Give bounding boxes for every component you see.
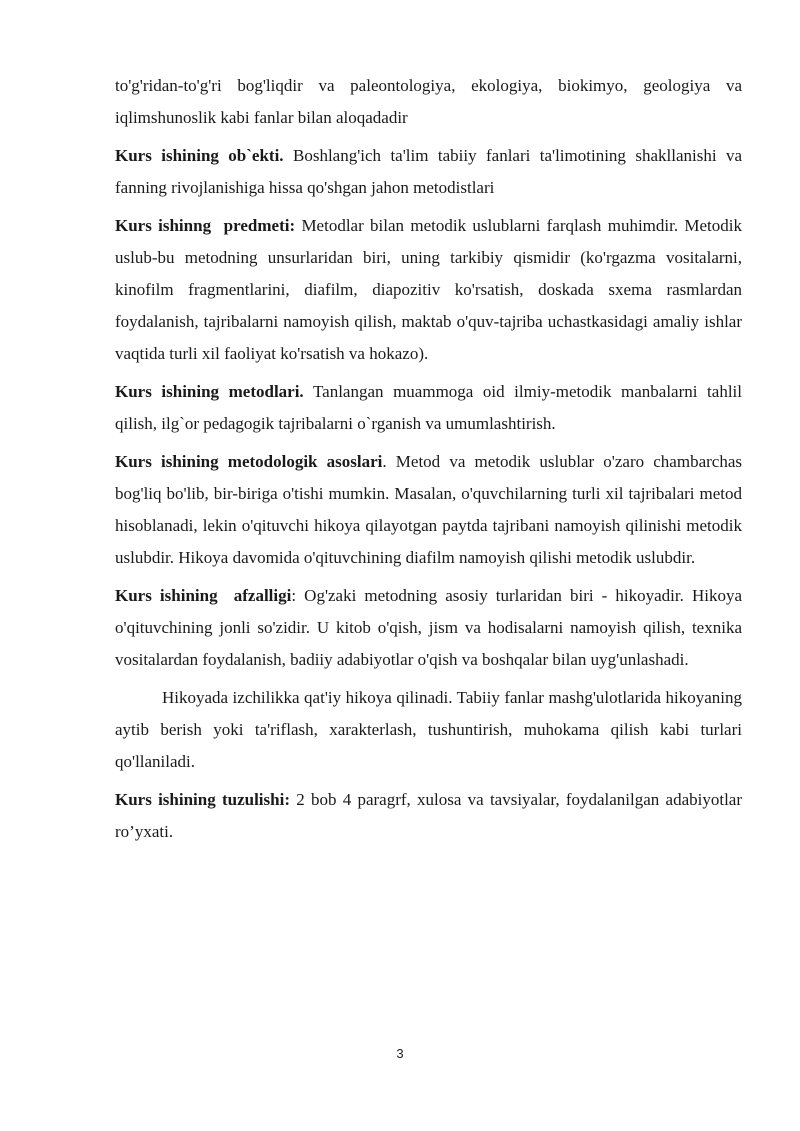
paragraph-text: : Og'zaki metodning asosiy turlaridan biri - hikoyadir. Hikoya o'qituvchining jonli so'zidir. U kitob o'qish, jism va hodisalarni namoyish qilish, texnika vositalardan foydalanish, badiiy adabiyotlar o'qish va boshqalar bilan uyg'unlashadi. [115, 586, 743, 669]
paragraph-object [115, 140, 742, 204]
paragraph-heading: Kurs ishining metodologik asoslari [115, 452, 383, 471]
page-number: 3 [396, 1046, 404, 1061]
paragraph-text: Metodlar bilan metodik uslublarni farqlash muhimdir. Metodik uslub-bu metodning unsurlaridan biri, uning tarkibiy qismidir (ko'rgazma vositalarni, kinofilm fragmentlarini, diafilm, diapozitiv ko'rsatish, doskada sxema rasmlardan foydalanish, tajribalarni namoyish qilish, maktab o'quv-tajriba uchastkasidagi amaliy ishlar vaqtida turli xil faoliyat ko'rsatish va hokazo). [115, 216, 742, 363]
paragraph-structure [115, 784, 742, 848]
paragraph-heading: Kurs ishining ob`ekti. [115, 146, 284, 165]
paragraph-subject [115, 210, 742, 370]
paragraph-methods [115, 376, 742, 440]
paragraph-heading: Kurs ishining metodlari. [115, 382, 304, 401]
paragraph-text: to'g'ridan-to'g'ri bog'liqdir va paleontologiya, ekologiya, biokimyo, geologiya va iqlimshunoslik kabi fanlar bilan aloqadadir [115, 76, 742, 127]
paragraph-heading: Kurs ishinng predmeti: [115, 216, 296, 235]
paragraph-text: Boshlang'ich ta'lim tabiiy fanlari ta'limotining shakllanishi va fanning rivojlanishiga hissa qo'shgan jahon metodistlari [115, 146, 743, 197]
paragraph-advantage [115, 580, 742, 676]
paragraph-heading: Kurs ishining afzalligi [115, 586, 292, 605]
paragraph-text: Hikoyada izchilikka qat'iy hikoya qilinadi. Tabiiy fanlar mashg'ulotlarida hikoyaning aytib berish yoki ta'riflash, xarakterlash, tushuntirish, muhokama qilish kabi turlari qo'llaniladi. [115, 688, 742, 771]
paragraph-narrative [115, 682, 742, 778]
paragraph-intro-continuation [115, 70, 742, 134]
paragraph-text: . Metod va metodik uslublar o'zaro chambarchas bog'liq bo'lib, bir-biriga o'tishi mumkin. Masalan, o'quvchilarning turli xil tajribalari metod hisoblanadi, lekin o'qituvchi hikoya qilayotgan paytda tajribani namoyish qilinishi metodik uslubdir. Hikoya davomida o'qituvchining diafilm namoyish qilishi metodik uslubdir. [115, 452, 742, 567]
paragraph-text: Tanlangan muammoga oid ilmiy-metodik manbalarni tahlil qilish, ilg`or pedagogik tajribalarni o`rganish va umumlashtirish. [115, 382, 742, 433]
paragraph-text: 2 bob 4 paragrf, xulosa va tavsiyalar, foydalanilgan adabiyotlar ro’yxati. [115, 790, 743, 841]
paragraph-heading: Kurs ishining tuzulishi: [115, 790, 290, 809]
document-body [115, 70, 742, 854]
paragraph-methodological-basis [115, 446, 742, 574]
